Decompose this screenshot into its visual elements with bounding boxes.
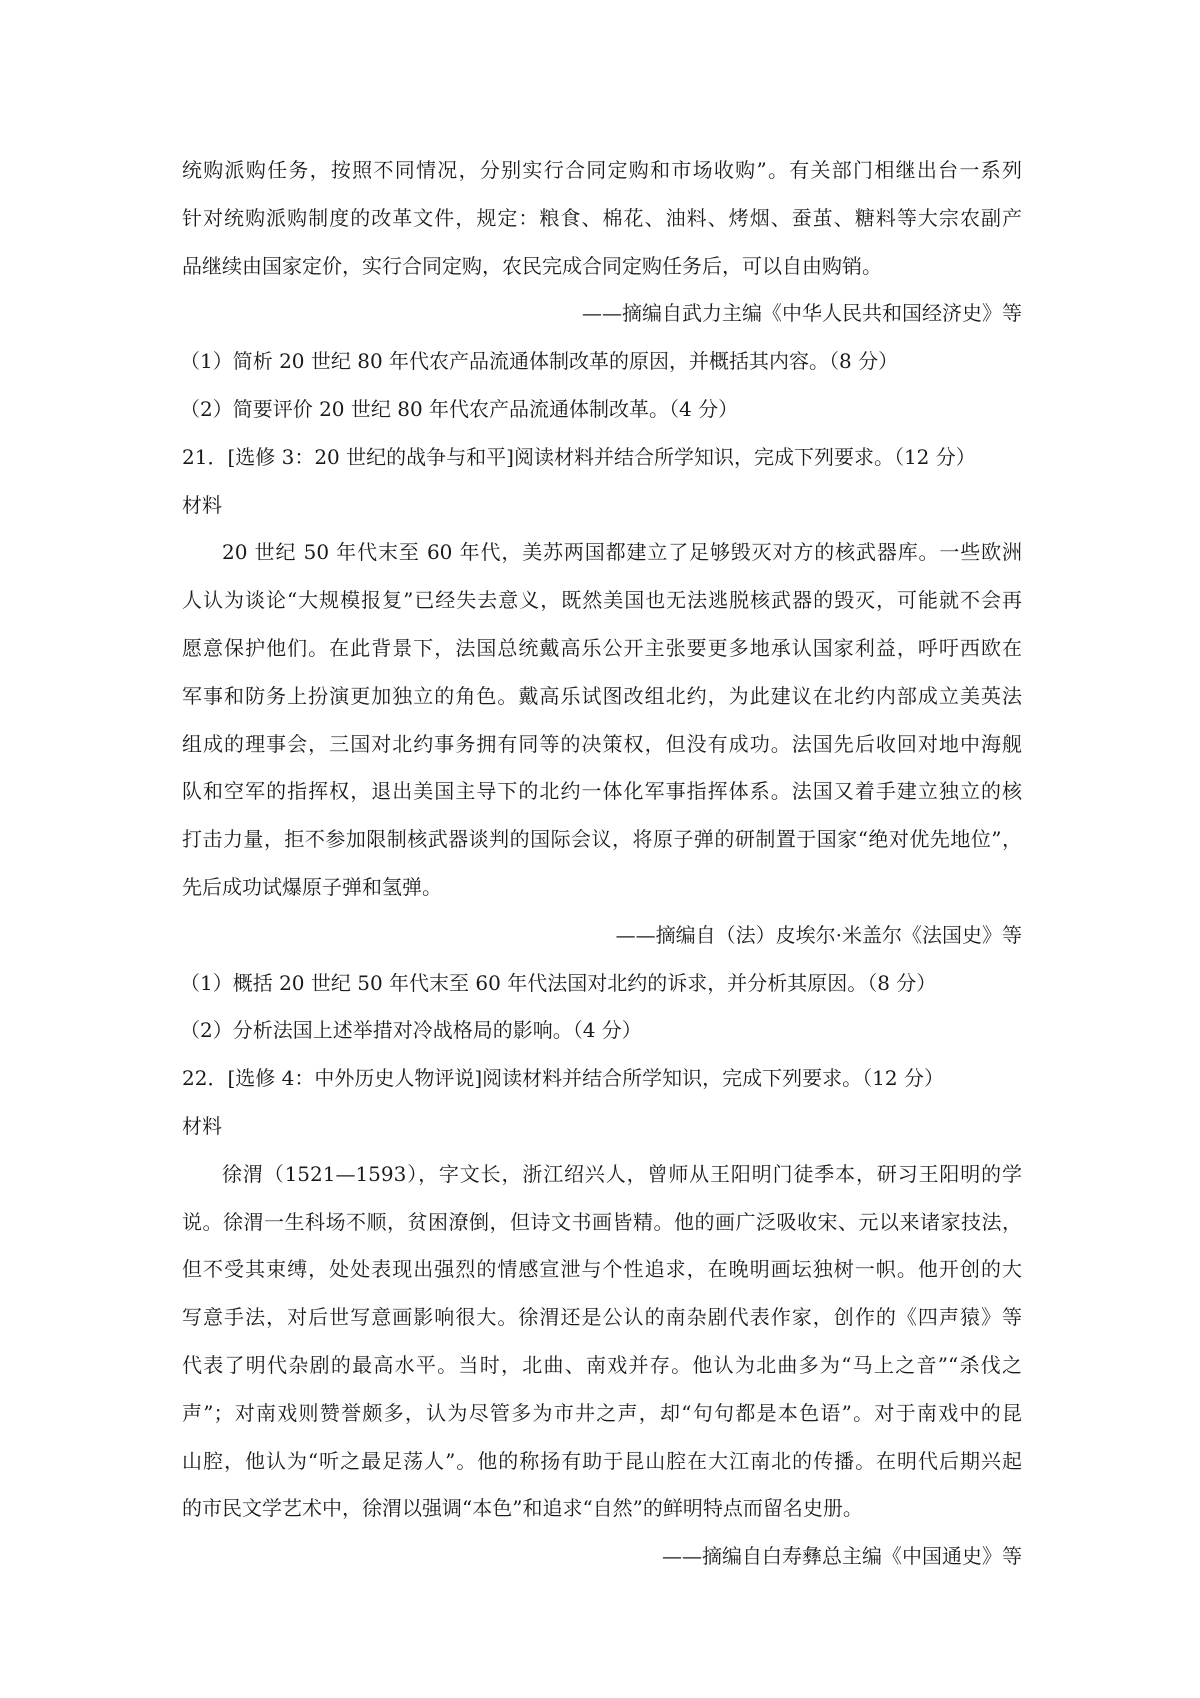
- paragraph-line: 人认为谈论“大规模报复”已经失去意义，既然美国也无法逃脱核武器的毁灭，可能就不会再: [182, 588, 1022, 613]
- paragraph-line: 的市民文学艺术中，徐渭以强调“本色”和追求“自然”的鲜明特点而留名史册。: [182, 1496, 863, 1521]
- question-item: （2）简要评价 20 世纪 80 年代农产品流通体制改革。（4 分）: [180, 396, 739, 421]
- paragraph-line: 针对统购派购制度的改革文件，规定：粮食、棉花、油料、烤烟、蚕茧、糖料等大宗农副产: [182, 205, 1022, 230]
- paragraph-line: 说。徐渭一生科场不顺，贫困潦倒，但诗文书画皆精。他的画广泛吸收宋、元以来诸家技法，: [182, 1209, 1022, 1234]
- source-citation: ——摘编自白寿彝总主编《中国通史》等: [662, 1544, 1022, 1569]
- paragraph-line: 愿意保护他们。在此背景下，法国总统戴高乐公开主张要更多地承认国家利益，呼吁西欧在: [182, 635, 1022, 660]
- paragraph-line: 品继续由国家定价，实行合同定购，农民完成合同定购任务后，可以自由购销。: [182, 253, 882, 278]
- paragraph-line: 先后成功试爆原子弹和氢弹。: [182, 874, 442, 899]
- material-label: 材料: [182, 1113, 222, 1138]
- paragraph-line: 但不受其束缚，处处表现出强烈的情感宣泄与个性追求，在晚明画坛独树一帜。他开创的大: [182, 1257, 1022, 1282]
- question-item: （2）分析法国上述举措对冷战格局的影响。（4 分）: [180, 1018, 642, 1043]
- paragraph-line: 声”；对南戏则赞誉颇多，认为尽管多为市井之声，却“句句都是本色语”。对于南戏中的昆: [182, 1400, 1022, 1425]
- question-heading: 22．[选修 4：中外历史人物评说]阅读材料并结合所学知识，完成下列要求。（12 分）: [182, 1066, 944, 1091]
- source-citation: ——摘编自武力主编《中华人民共和国经济史》等: [582, 301, 1022, 326]
- paragraph-line: 20 世纪 50 年代末至 60 年代，美苏两国都建立了足够毁灭对方的核武器库。一些欧洲: [222, 540, 1022, 565]
- paragraph-line: 组成的理事会，三国对北约事务拥有同等的决策权，但没有成功。法国先后收回对地中海舰: [182, 731, 1022, 756]
- paragraph-line: 军事和防务上扮演更加独立的角色。戴高乐试图改组北约，为此建议在北约内部成立美英法: [182, 683, 1022, 708]
- paragraph-line: 写意手法，对后世写意画影响很大。徐渭还是公认的南杂剧代表作家，创作的《四声猿》等: [182, 1305, 1022, 1330]
- paragraph-line: 打击力量，拒不参加限制核武器谈判的国际会议，将原子弹的研制置于国家“绝对优先地位”，: [182, 827, 1022, 852]
- paragraph-line: 代表了明代杂剧的最高水平。当时，北曲、南戏并存。他认为北曲多为“马上之音”“杀伐之: [182, 1352, 1022, 1377]
- paragraph-line: 徐渭（1521—1593），字文长，浙江绍兴人，曾师从王阳明门徒季本，研习王阳明的学: [222, 1161, 1022, 1186]
- material-label: 材料: [182, 492, 222, 517]
- source-citation: ——摘编自（法）皮埃尔·米盖尔《法国史》等: [615, 922, 1022, 947]
- paragraph-line: 统购派购任务，按照不同情况，分别实行合同定购和市场收购”。有关部门相继出台一系列: [182, 158, 1022, 182]
- paragraph-line: 队和空军的指挥权，退出美国主导下的北约一体化军事指挥体系。法国又着手建立独立的核: [182, 779, 1022, 804]
- paragraph-line: 山腔，他认为“听之最足荡人”。他的称扬有助于昆山腔在大江南北的传播。在明代后期兴起: [182, 1448, 1022, 1473]
- question-item: （1）概括 20 世纪 50 年代末至 60 年代法国对北约的诉求，并分析其原因。（8 分）: [180, 970, 937, 995]
- question-item: （1）简析 20 世纪 80 年代农产品流通体制改革的原因，并概括其内容。（8 分）: [180, 349, 899, 374]
- question-heading: 21．[选修 3：20 世纪的战争与和平]阅读材料并结合所学知识，完成下列要求。（12 分）: [182, 444, 976, 469]
- document-page: [182, 147, 1022, 1581]
